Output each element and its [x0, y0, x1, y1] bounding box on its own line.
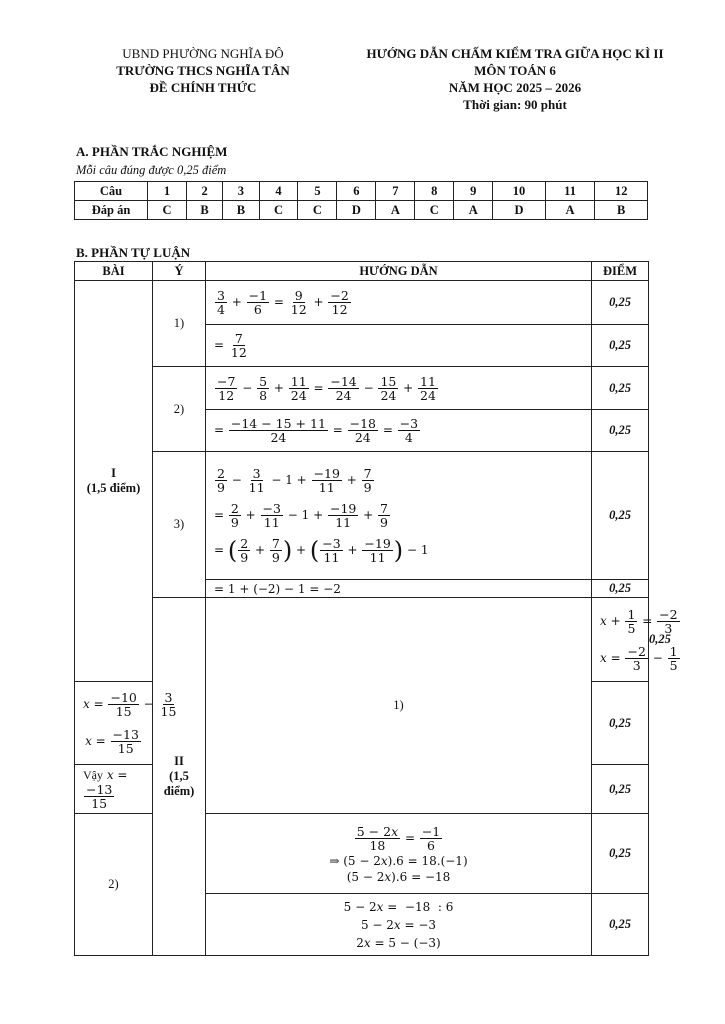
question-number: 3: [223, 182, 259, 201]
answer-value: A: [376, 201, 415, 220]
question-number: 12: [595, 182, 648, 201]
guide-step: x = $\frac{-10}{15}$ − $\frac{3}{15}$ x = $\frac{-13}{15}$: [75, 682, 153, 765]
question-number: 7: [376, 182, 415, 201]
bai-1-cell: [75, 281, 153, 682]
essay-guide-table: [74, 261, 678, 956]
score: 0,25: [592, 325, 649, 367]
col-guide: HƯỚNG DẪN: [206, 262, 592, 281]
answer-value: D: [493, 201, 545, 220]
score: 0,25: [592, 281, 649, 325]
col-y: Ý: [153, 262, 206, 281]
table-row: [75, 281, 649, 325]
header-row: [75, 262, 649, 281]
bai-2-points: (1,5 điểm): [163, 769, 195, 798]
district-name: UBND PHƯỜNG NGHĨA ĐÔ: [122, 46, 284, 61]
guide-step: $\frac{2}{9}$ − $\frac{3}{11}$ − 1 + $\frac{-19}{11}$ + $\frac{7}{9}$ = $\frac{2}{9}$ + $\frac{-3}{11}$ − 1 + $\frac{-19}{11}$ + $\frac{7}{9}$ = ( $\frac{2}{9}$ + $\frac{7}{9}$ ) + ( $\frac{-3}{11}$ + $\frac{-19}{11}$ ) − 1: [206, 452, 592, 580]
school-name: TRƯỜNG THCS NGHĨA TÂN: [116, 63, 290, 78]
table-row: [75, 452, 649, 580]
bai-2-cell: [153, 598, 206, 956]
subject: MÔN TOÁN 6: [474, 63, 556, 78]
question-row: [75, 182, 648, 201]
score: 0,25: [592, 367, 649, 410]
question-number: 6: [337, 182, 376, 201]
answer-value: B: [223, 201, 259, 220]
table-row: [75, 367, 649, 410]
answer-value: D: [337, 201, 376, 220]
col-bai: BÀI: [75, 262, 153, 281]
header-right: [335, 45, 695, 113]
section-a-note: Mỗi câu đúng được 0,25 điểm: [76, 163, 227, 177]
answer-value: C: [259, 201, 298, 220]
y-label: 2): [75, 814, 153, 956]
answer-value: B: [595, 201, 648, 220]
section-a-title: A. PHẦN TRẮC NGHIỆM: [76, 144, 228, 159]
question-number: 11: [545, 182, 595, 201]
guide-step: = $\frac{-14 - 15 + 11}{24}$ = $\frac{-18}{24}$ = $\frac{-3}{4}$: [206, 410, 592, 452]
official-label: ĐỀ CHÍNH THỨC: [149, 80, 257, 95]
score: 0,25: [592, 765, 649, 814]
header-left: [78, 45, 328, 96]
answer-value: C: [148, 201, 187, 220]
guide-step: = $\frac{7}{12}$: [206, 325, 592, 367]
col-points: ĐIỂM: [592, 262, 649, 281]
answer-key-table: [74, 181, 648, 220]
score: 0,25: [592, 580, 649, 598]
guide-step: = 1 + (−2) − 1 = −2: [206, 580, 592, 598]
answer-value: B: [186, 201, 222, 220]
question-number: 1: [148, 182, 187, 201]
bai-1-points: (1,5 điểm): [86, 481, 141, 495]
question-number: 4: [259, 182, 298, 201]
question-number: 10: [493, 182, 545, 201]
question-number: 5: [298, 182, 337, 201]
score: 0,25: [592, 894, 649, 956]
score: 0,25: [592, 814, 649, 894]
y-label: 1): [153, 281, 206, 367]
guide-step: 5 − 2x = −18 : 6 5 − 2x = −3 2x = 5 − (−3): [206, 894, 592, 956]
section-b-title: B. PHẦN TỰ LUẬN: [76, 245, 191, 260]
duration: Thời gian: 90 phút: [463, 97, 567, 112]
doc-title: HƯỚNG DẪN CHẤM KIỂM TRA GIỮA HỌC KÌ II: [366, 46, 664, 61]
guide-step: $\frac{5 - 2x}{18}$ = $\frac{-1}{6}$ ⇒ (5 − 2x).6 = 18.(−1) (5 − 2x).6 = −18: [206, 814, 592, 894]
guide-step: $\frac{3}{4}$ + $\frac{-1}{6}$ = $\frac{9}{12}$ + $\frac{-2}{12}$: [206, 281, 592, 325]
question-number: 9: [454, 182, 493, 201]
answer-value: C: [298, 201, 337, 220]
table-row: II (1,5 điểm) 1) x + $\frac{1}{5}$ = $\frac{-2}{3}$ x = $\frac{-2}{3}$ − $\frac{1}{5}$ 0,25: [75, 598, 649, 682]
answer-value: C: [415, 201, 454, 220]
guide-step: x + $\frac{1}{5}$ = $\frac{-2}{3}$ x = $\frac{-2}{3}$ − $\frac{1}{5}$: [592, 598, 649, 682]
y-label: 1): [206, 598, 592, 814]
school-year: NĂM HỌC 2025 – 2026: [448, 80, 582, 95]
y-label: 3): [153, 452, 206, 598]
score: 0,25: [592, 410, 649, 452]
answer-value: A: [454, 201, 493, 220]
score: 0,25: [592, 682, 649, 765]
answer-value: A: [545, 201, 595, 220]
bai-1-label: I: [111, 466, 116, 480]
guide-step: $\frac{-7}{12}$ − $\frac{5}{8}$ + $\frac{11}{24}$ = $\frac{-14}{24}$ − $\frac{15}{24}$ + $\frac{11}{24}$: [206, 367, 592, 410]
score: 0,25: [592, 452, 649, 580]
vay-label: Vậy: [83, 768, 103, 782]
answer-label: Đáp án: [75, 201, 148, 220]
question-number: 2: [186, 182, 222, 201]
guide-step: Vậy x = $\frac{-13}{15}$: [75, 765, 153, 814]
answer-row: [75, 201, 648, 220]
bai-2-label: II: [174, 754, 184, 768]
question-label: Câu: [75, 182, 148, 201]
question-number: 8: [415, 182, 454, 201]
y-label: 2): [153, 367, 206, 452]
